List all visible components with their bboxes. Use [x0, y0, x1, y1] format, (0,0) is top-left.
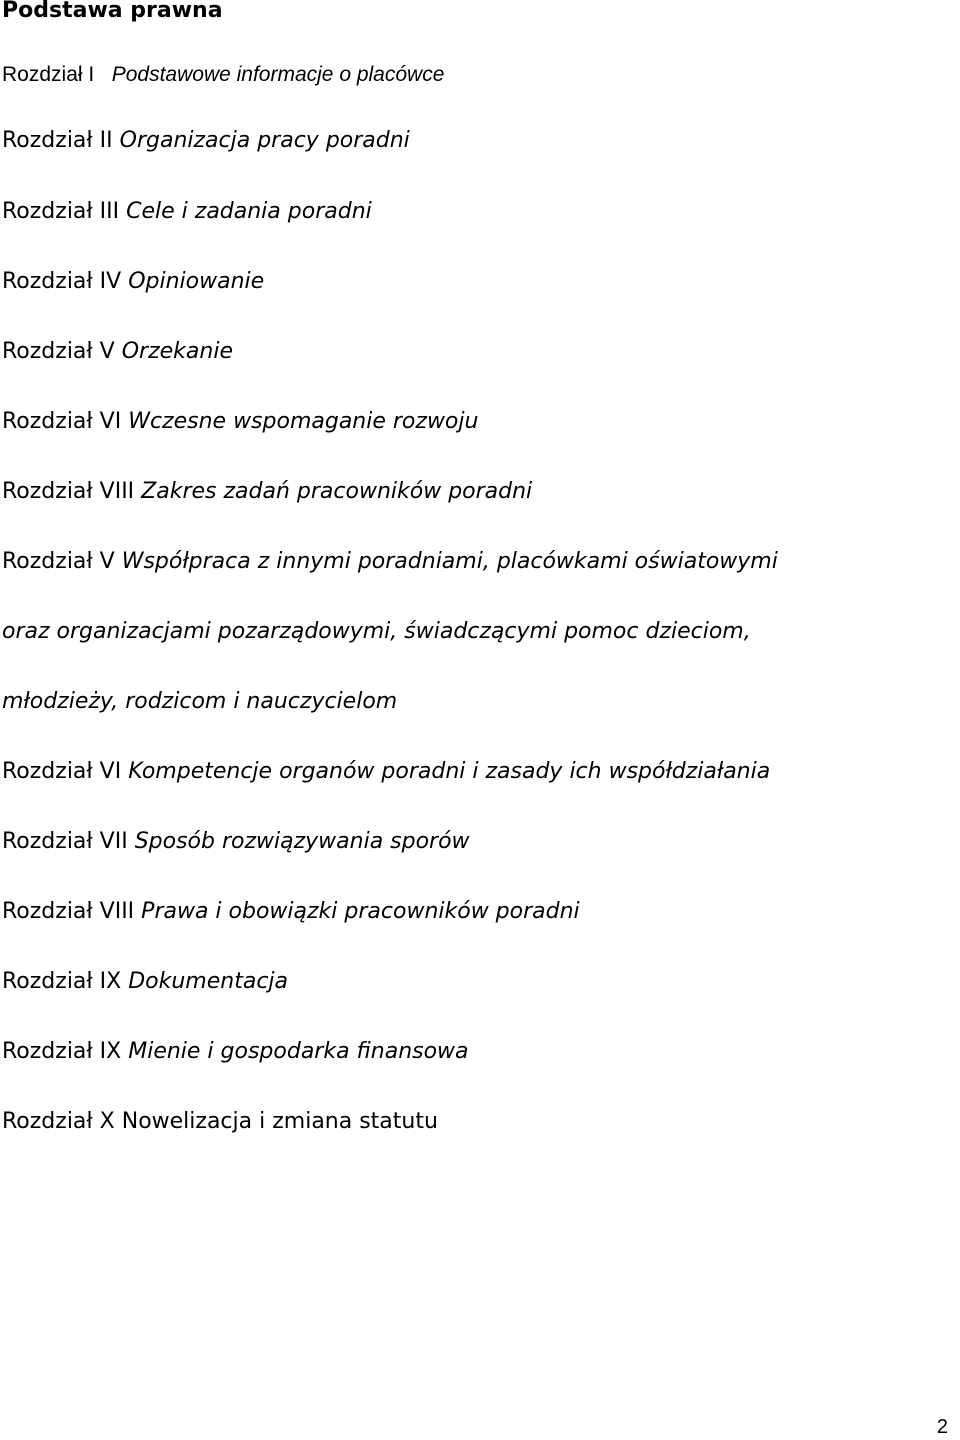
chapter-title: Prawa i obowiązki pracowników poradni — [141, 899, 580, 924]
chapter-title: Nowelizacja i zmiana statutu — [121, 1109, 438, 1134]
chapter-label: Rozdział VI — [2, 759, 122, 784]
toc-entry-continuation — [2, 691, 397, 713]
chapter-title: Zakres zadań pracowników poradni — [141, 479, 533, 504]
chapter-title: Sposób rozwiązywania sporów — [134, 829, 470, 854]
chapter-title: Orzekanie — [121, 339, 233, 364]
chapter-label: Rozdział V — [2, 549, 115, 574]
chapter-title: Organizacja pracy poradni — [119, 128, 410, 153]
toc-entry — [2, 201, 372, 223]
chapter-title: Mienie i gospodarka finansowa — [128, 1039, 469, 1064]
chapter-label: Rozdział X — [2, 1109, 115, 1134]
document-heading: Podstawa prawna — [2, 0, 223, 23]
toc-entry — [2, 130, 410, 152]
chapter-label: Rozdział VII — [2, 829, 128, 854]
toc-entry — [2, 971, 288, 993]
page-number: 2 — [936, 1416, 948, 1438]
chapter-title: Podstawowe informacje o placówce — [111, 63, 445, 86]
chapter-title: Wczesne wspomaganie rozwoju — [128, 409, 479, 434]
chapter-title: Współpraca z innymi poradniami, placówkami oświatowymi — [121, 549, 778, 574]
chapter-label: Rozdział III — [2, 199, 120, 224]
toc-entry — [2, 901, 580, 923]
chapter-title: Opiniowanie — [128, 269, 265, 294]
toc-entry — [2, 831, 470, 853]
toc-entry-continuation — [2, 621, 751, 643]
chapter-label: Rozdział V — [2, 339, 115, 364]
toc-entry — [2, 271, 264, 293]
toc-entry — [2, 341, 233, 363]
toc-entry — [2, 761, 770, 783]
toc-entry — [2, 481, 532, 503]
toc-entry — [2, 411, 478, 433]
chapter-label: Rozdział I — [2, 63, 95, 86]
chapter-label: Rozdział VIII — [2, 479, 135, 504]
toc-entry — [2, 1111, 438, 1133]
chapter-title: oraz organizacjami pozarządowymi, świadczącymi pomoc dzieciom, — [2, 619, 751, 644]
chapter-title: młodzieży, rodzicom i nauczycielom — [2, 689, 398, 714]
chapter-title: Cele i zadania poradni — [126, 199, 372, 224]
chapter-label: Rozdział IX — [2, 1039, 122, 1064]
toc-entry — [2, 64, 444, 85]
chapter-label: Rozdział IV — [2, 269, 122, 294]
chapter-title: Kompetencje organów poradni i zasady ich współdziałania — [128, 759, 771, 784]
toc-entry — [2, 551, 778, 573]
chapter-label: Rozdział VIII — [2, 899, 135, 924]
chapter-label: Rozdział II — [2, 128, 113, 153]
toc-entry — [2, 1041, 469, 1063]
chapter-label: Rozdział IX — [2, 969, 122, 994]
chapter-title: Dokumentacja — [128, 969, 289, 994]
chapter-label: Rozdział VI — [2, 409, 122, 434]
